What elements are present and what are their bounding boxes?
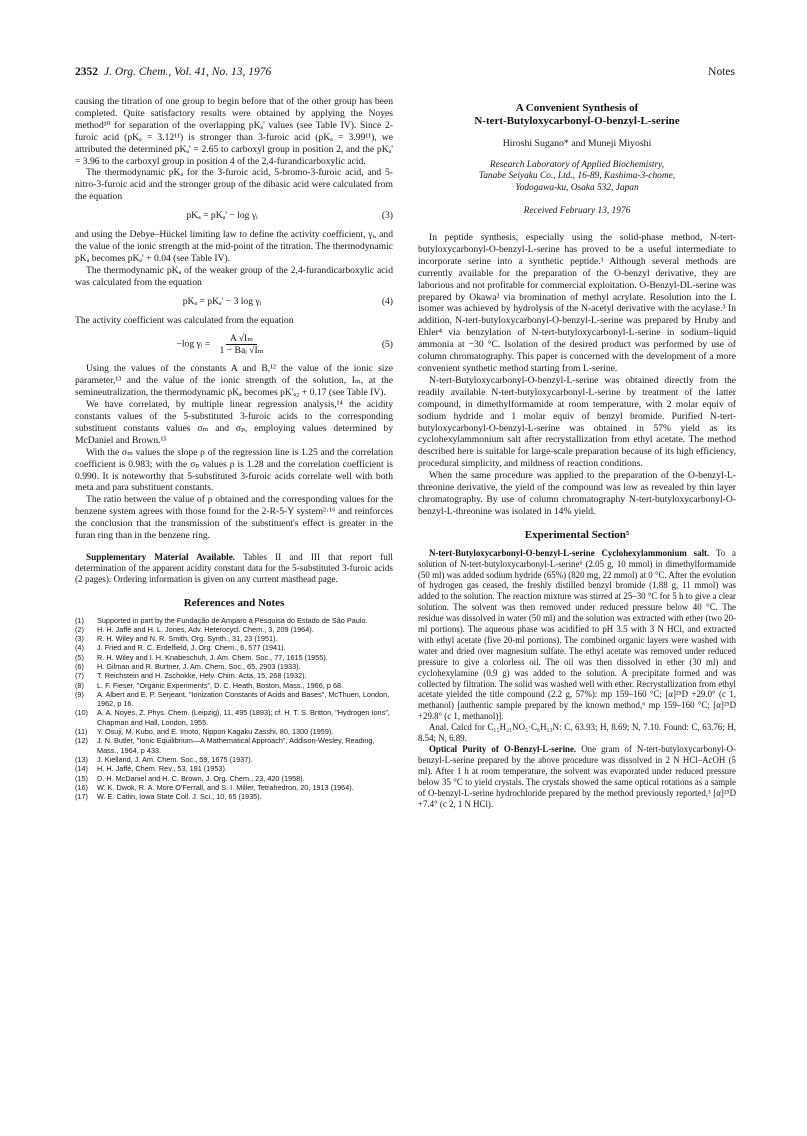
paragraph: We have correlated, by multiple linear regression analysis,¹⁴ the acidity constants values of the 5-substituted 3-furoic acids to the corresponding substituent constants values σₘ and σₚ, employing values determined by McDaniel and Brown.¹⁵ (75, 399, 393, 446)
reference-number: (10) (75, 708, 88, 718)
equation-number: (4) (381, 295, 393, 307)
fraction-denominator: 1 − Baᵢ √Iₘ (219, 345, 264, 357)
reference-number: (4) (75, 643, 84, 653)
section-label: Notes (708, 66, 735, 78)
reference-item (75, 662, 393, 671)
reference-number: (17) (75, 792, 88, 802)
reference-number: (16) (75, 782, 88, 792)
equation-lhs: −log γᵢ = (176, 339, 211, 351)
fraction-numerator: A √Iₘ (226, 333, 257, 345)
references-heading: References and Notes (183, 596, 285, 609)
right-column (418, 96, 736, 809)
reference-item (75, 736, 393, 755)
article-title (418, 102, 736, 128)
reference-item (75, 625, 393, 634)
reference-number: (11) (75, 727, 88, 737)
equation-formula: pKₐ = pKₐ' − log γᵢ (186, 210, 258, 222)
supplementary-text: Tables II and III that report full determination of the apparent acidity constant data for the 5-substituted 3-furoic acids (2 pages). Ordering information is given on any current masthead page. (75, 552, 393, 585)
reference-number: (3) (75, 634, 84, 644)
experimental-lead: Optical Purity of O-Benzyl-L-serine. (429, 744, 577, 754)
reference-number: (2) (75, 624, 84, 634)
reference-number: (9) (75, 689, 84, 699)
authors: Hiroshi Sugano* and Muneji Miyoshi (502, 138, 652, 149)
equation-formula: pKₐ = pKₐ' − 3 log γᵢ (182, 295, 262, 307)
analysis-paragraph: Anal. Calcd for C₁₅H₂₁NO₅·C₆H₁₃N: C, 63.93; H, 8.69; N, 7.10. Found: C, 63.76; H, 8.54; N, 6.89. (418, 722, 736, 744)
reference-number: (12) (75, 736, 88, 746)
paragraph: and using the Debye–Hückel limiting law to define the activity coefficient, γᵢ, and the value of the ionic strength at the mid-point of the titration. The thermodynamic pKₐ becomes pKₐ' + 0.04 (see Table IV). (75, 229, 393, 264)
affiliation (418, 160, 736, 194)
reference-item (75, 690, 393, 709)
reference-number: (5) (75, 652, 84, 662)
header-left (75, 66, 271, 78)
fraction (216, 333, 268, 356)
reference-number: (8) (75, 680, 84, 690)
paragraph: N-tert-Butyloxycarbonyl-O-benzyl-L-serine was obtained directly from the readily available N-tert-butyloxycarbonyl-L-serine by treatment of the latter compound, in dimethylformamide at room temperature, with 2 molar equiv of sodium hydride and 1 molar equiv of benzyl bromide. Purified N-tert-butyloxycarbonyl-O-benzyl-L-serine was obtained in 57% yield as its cyclohexylammonium salt after recrystallization from ethyl acetate. The method described here is suitable for large-scale preparation because of its high efficiency, procedural simplicity, and mildness of reaction conditions. (418, 374, 736, 470)
reference-item (75, 616, 393, 625)
experimental-paragraph (418, 744, 736, 809)
reference-text: W. E. Catlin, Iowa State Coll. J. Sci., 10, 65 (1935). (97, 792, 262, 802)
equation-formula (75, 333, 369, 356)
reference-text: R. H. Wiley and N. R. Smith, Org. Synth., 31, 23 (1951). (97, 634, 278, 644)
references-list (75, 616, 393, 802)
affiliation-line: Tanabe Seiyaku Co., Ltd., 16-89, Kashima-3-chome, (478, 171, 676, 182)
reference-number: (14) (75, 764, 88, 774)
reference-number: (1) (75, 615, 84, 625)
experimental-section (418, 548, 736, 810)
reference-item (75, 671, 393, 680)
reference-number: (6) (75, 662, 84, 671)
reference-text: R. H. Wiley and I. H. Knabeschuh, J. Am. Chem. Soc., 77, 1615 (1955). (97, 652, 328, 662)
paragraph: causing the titration of one group to begin before that of the other group has been completed. Quite satisfactory results were obtained by applying the Noyes method¹⁰ for separation of the overlapping pKₐ' values (see Table IV). Since 2-furoic acid (pKₐ = 3.12¹¹) is stronger than 3-furoic acid (pKₐ = 3.99¹¹), we attributed the determined pKₐ' = 2.65 to carboxyl group in position 2, and the pKₐ' = 3.96 to the carboxyl group in position 4 of the 2,4-furandicarboxylic acid. (75, 96, 393, 167)
reference-item (75, 783, 393, 792)
experimental-lead: N-tert-Butyloxycarbonyl-O-benzyl-L-serine Cyclohexylammonium salt. (429, 547, 710, 558)
supplementary-note (75, 552, 393, 586)
equation-3 (75, 210, 393, 222)
title-line: A Convenient Synthesis of (515, 102, 639, 114)
experimental-paragraph (418, 548, 736, 723)
affiliation-line: Yodogawa-ku, Osaka 532, Japan (515, 182, 639, 193)
reference-item (75, 653, 393, 662)
reference-item (75, 643, 393, 652)
reference-item (75, 792, 393, 801)
paragraph: With the σₘ values the slope ρ of the regression line is 1.25 and the correlation coefficient is 0.983; with the σₚ values ρ is 1.28 and the correlation coefficient is 0.990. It is noteworthy that 5-substituted 3-furoic acids correlate well with both meta and para substituent constants. (75, 446, 393, 494)
reference-item (75, 708, 393, 727)
affiliation-line: Research Laboratory of Applied Biochemistry, (489, 159, 665, 170)
reference-text: L. F. Fieser, "Organic Experiments", D. C. Heath, Boston, Mass., 1966, p 68. (97, 680, 344, 690)
reference-item (75, 681, 393, 690)
reference-text: J. Fried and R. C. Erdelfield, J. Org. Chem., 6, 577 (1941). (97, 643, 286, 653)
received-date: Received February 13, 1976 (523, 206, 631, 217)
left-column (75, 96, 393, 801)
paragraph: Using the values of the constants A and B,¹² the value of the ionic size parameter,¹³ and the value of the ionic strength of the solution, Iₘ, at the semineutralization, the thermodynamic pKₐ becomes pK'ₐ₂ + 0.17 (see Table IV). (75, 363, 393, 399)
reference-text: Y. Osuji, M. Kubo, and E. Imoto, Nippon Kagaku Zasshi, 80, 1300 (1959). (97, 727, 334, 737)
title-line: N-tert-Butyloxycarbonyl-O-benzyl-L-serine (474, 115, 680, 127)
paragraph: When the same procedure was applied to the preparation of the O-benzyl-L-threonine derivative, the yield of the compound was low as revealed by thin layer chromatography. By use of column chromatography N-tert-butyloxycarbonyl-O-benzyl-L-threonine was isolated in 14% yield. (418, 470, 736, 517)
reference-number: (13) (75, 754, 88, 764)
reference-item (75, 774, 393, 783)
equation-number: (5) (381, 338, 393, 350)
reference-text: T. Reichstein and H. Zschokke, Helv. Chim. Acta, 15, 268 (1932). (97, 671, 307, 681)
paragraph: In peptide synthesis, especially using the solid-phase method, N-tert-butyloxycarbonyl-O-benzyl-L-serine has proved to be a useful intermediate to incorporate serine into a synthetic peptide.¹ Although several methods are currently available for the preparation of the O-benzyl derivative, they are laborious and not profitable for commercial exploitation. O-Benzyl-DL-serine was prepared by Okawa² via bromination of methyl acrylate. Resolution into the L isomer was achieved by hydrolysis of the N-acetyl derivative with the acylase.³ In addition, N-tert-butyloxycarbonyl-O-benzyl-L-serine was prepared by Hruby and Ehler⁴ via benzylation of N-tert-butyloxycarbonyl-L-serine in sodium–liquid ammonia at −30 °C. Isolation of the desired product was performed by use of column chromatography. This paper is concerned with the development of a more convenient synthetic method starting from L-serine. (418, 232, 736, 374)
page-header (75, 66, 735, 82)
reference-number: (15) (75, 773, 88, 783)
reference-text: H. Gilman and R. Burtner, J. Am. Chem. Soc., 65, 2903 (1933). (97, 662, 301, 671)
paragraph: The thermodynamic pKₐ for the 3-furoic acid, 5-bromo-3-furoic acid, and 5-nitro-3-furoic acid and the stronger group of the dibasic acid were calculated from the equation (75, 167, 393, 203)
reference-text: D. H. McDaniel and H. C. Brown, J. Org. Chem., 23, 420 (1958). (97, 773, 305, 783)
reference-text: H. H. Jaffé, Chem. Rev., 53, 191 (1953). (97, 764, 227, 774)
reference-item (75, 755, 393, 764)
reference-text: Supported in part by the Fundação de Amparo à Pesquisa do Estado de São Paulo. (97, 615, 368, 625)
equation-5 (75, 333, 393, 356)
paragraph: The thermodynamic pKₐ of the weaker group of the 2,4-furandicarboxylic acid was calculated from the equation (75, 264, 393, 288)
journal-citation: J. Org. Chem., Vol. 41, No. 13, 1976 (104, 66, 272, 78)
experimental-text: To a solution of N-tert-butyloxycarbonyl-L-serine⁶ (2.05 g, 10 mmol) in dimethylformamide (50 ml) was added sodium hydride (65%) (820 mg, 22 mmol) at 0 °C. After the evolution of hydrogen gas ceased, the freshly distilled benzyl bromide (1.88 g, 11 mmol) was added to the solution. The reaction mixture was stirred at 25–30 °C for 5 h to give a clear solution. The solvent was then removed under reduced pressure below 40 °C. The residue was dissolved in water (50 ml) and the solution was extracted with ether (two 20-ml portions). The aqueous phase was acidified to pH 3.5 with 3 N HCl, and extracted with ethyl acetate (five 20-ml portions). The combined organic layers were washed with water and dried over magnesium sulfate. The ethyl acetate was removed under reduced pressure to give a colorless oil. The oil was then dissolved in ether (30 ml) and cyclohexylamine (0.9 g) was added to the solution. A precipitate formed and was collected by filtration. The solid was washed well with ether. Recrystallization from ethyl acetate yielded the title compound (2.2 g, 57%): mp 159–160 °C; [α]²⁵D +29.0° (c 1, methanol) [authentic sample prepared by the known method,⁶ mp 159–160 °C; [α]²⁵D +29.8° (c 1, methanol)]. (418, 547, 736, 722)
equation-4 (75, 296, 393, 308)
supplementary-lead: Supplementary Material Available. (86, 552, 236, 562)
experimental-text: One gram of N-tert-butyloxycarbonyl-O-benzyl-L-serine prepared by the above procedure was dissolved in 2 N HCl–AcOH (5 ml). After 1 h at room temperature, the solvent was evaporated under reduced pressure below 35 °C to yield crystals. The crystals showed the same optical rotations as a sample of O-benzyl-L-serine hydrochloride prepared by the method previously reported,³ [α]²⁵D +7.4° (c 2, 1 N HCl). (418, 744, 736, 809)
reference-item (75, 634, 393, 643)
reference-item (75, 727, 393, 736)
paragraph: The ratio between the value of ρ obtained and the corresponding values for the benzene system agrees with those found for the 2-R-5-Y system²·¹⁶ and reinforces the conclusion that the transmission of the substituent's effect is greater in the furan ring than in the benzene ring. (75, 494, 393, 542)
reference-text: J. Kielland, J. Am. Chem. Soc., 59, 1675 (1937). (97, 754, 253, 764)
reference-item (75, 764, 393, 773)
paragraph: The activity coefficient was calculated from the equation (75, 314, 294, 326)
reference-text: A. Albert and E. P. Serjeant, "Ionization Constants of Acids and Bases", McThuen, London, 1962, p 16. (97, 689, 390, 709)
reference-text: A. A. Noyes, Z. Phys. Chem. (Leipzig), 11, 495 (1893); cf. H. T. S. Britton, "Hydrogen Ions", Chapman and Hall, London, 1955. (97, 708, 390, 727)
experimental-heading: Experimental Section⁵ (524, 528, 630, 541)
reference-text: W. K. Dwok, R. A. More O'Ferrall, and S. I. Miller, Tetrahedron, 20, 1913 (1964). (97, 782, 354, 792)
equation-number: (3) (381, 210, 393, 222)
page-number: 2352 (75, 66, 98, 78)
reference-text: J. N. Butler, "Ionic Equilibrium—A Mathematical Approach", Addison-Wesley, Reading, Mass., 1964, p 433. (97, 736, 375, 755)
reference-number: (7) (75, 671, 84, 681)
reference-text: H. H. Jaffé and H. L. Jones, Adv. Heterocycl. Chem., 3, 209 (1964). (97, 624, 314, 634)
